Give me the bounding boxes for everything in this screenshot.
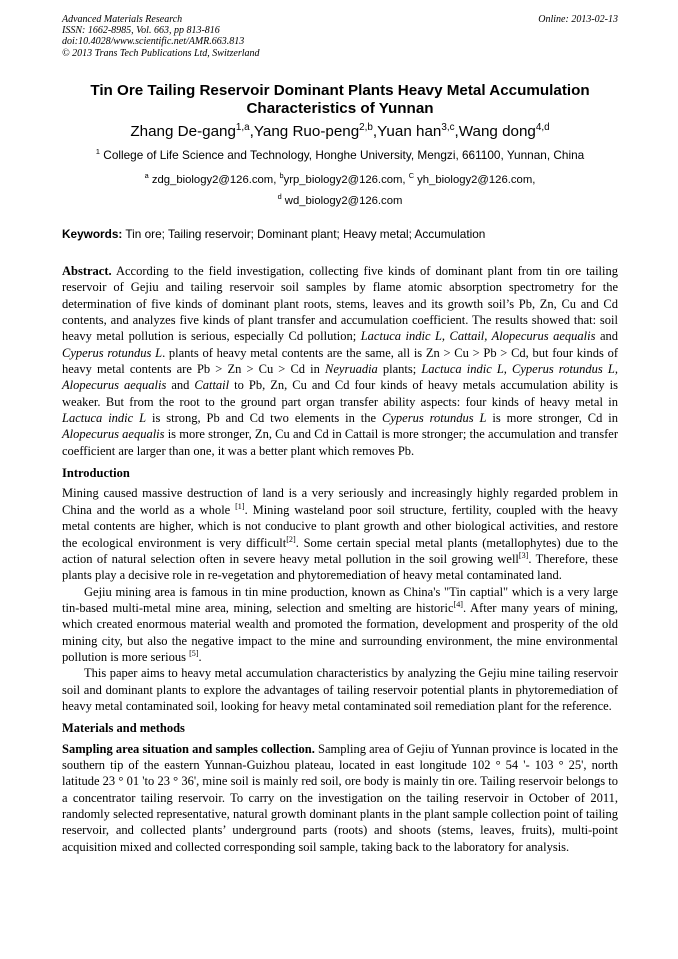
affiliation-text: College of Life Science and Technology, Honghe University, Mengzi, 661100, Yunnan, China xyxy=(103,148,585,162)
abstract-species: Lactuca indic L xyxy=(62,411,147,426)
email-row xyxy=(62,170,618,191)
keywords-label: Keywords: xyxy=(62,227,123,241)
email-link[interactable]: zdg_biology2@126.com, xyxy=(151,174,277,186)
email-link[interactable]: wd_biology2@126.com xyxy=(284,195,403,207)
abstract-species: Cattail xyxy=(194,378,230,393)
intro-text: . Therefore, these plants play a decisive role in re-vegetation and phytoremediation of heavy metal contaminated land. xyxy=(62,551,618,583)
abstract-text: and xyxy=(166,378,195,393)
online-date: Online: 2013-02-13 xyxy=(538,14,618,25)
author-name: Yang Ruo-peng xyxy=(253,123,360,140)
abstract-species: Lactuca indic L, Cyperus rotundus L, Alopecurus aequalis xyxy=(62,362,618,393)
citation-5[interactable]: [5] xyxy=(189,648,199,658)
email-link[interactable]: yh_biology2@126.com, xyxy=(417,174,536,186)
abstract-paragraph xyxy=(62,263,618,459)
methods-paragraph xyxy=(62,741,618,855)
section-heading-introduction: Introduction xyxy=(62,466,130,481)
email-list xyxy=(62,170,618,212)
section-heading-methods: Materials and methods xyxy=(62,721,185,736)
email-row xyxy=(62,191,618,212)
abstract-species: Cyperus rotundus L xyxy=(382,411,487,426)
methods-text: Sampling area of Gejiu of Yunnan province is located in the southern tip of the eastern Yunnan-Guizhou plateau, located in east longitude 102 ° 54 '- 103 ° 25', north latitude 23 ° 01 'to 23 ° 36', mine soil is mainly red soil, ore body is mainly tin ore. Tailing reservoir belongs to a concentrator tailing reservoir. To carry on the investigation on the tailing reservoir in October of 2011, randomly selected representative, natural growth dominant plants in the plant sample collection point of tailing reservoir, and collected plants’ underground parts (roots) and shoots (stems, leaves, fruits), multi-point acquisition mixed and collected corresponding soil sample, taking back to the laboratory for analysis. xyxy=(62,741,618,854)
abstract-text: to Pb, Zn, Cu and Cd four kinds of heavy metals accumulation ability is weaker. But from the root to the ground part organ transfer ability aspects: four kinds of heavy metal in xyxy=(62,378,618,409)
author-name: Zhang De-gang xyxy=(130,123,236,140)
paper-title: Tin Ore Tailing Reservoir Dominant Plants Heavy Metal Accumulation Characteristics of Yunnan xyxy=(90,82,590,117)
intro-text: Gejiu mining area is famous in tin mine production, known as China's "Tin captial" which is a very large tin-based multi-metal mine area, mining, selection and smelting are historic xyxy=(62,584,618,615)
abstract-species: Lactuca indic L, Cattail, Alopecurus aequalis xyxy=(360,329,596,344)
citation-4[interactable]: [4] xyxy=(453,599,463,609)
abstract-text: is more stronger, Cd in xyxy=(486,411,618,426)
doi-line: doi:10.4028/www.scientific.net/AMR.663.813 xyxy=(62,36,245,48)
author-name: Wang dong xyxy=(458,123,536,140)
author-sup: 3,c xyxy=(441,121,455,133)
intro-text: . Some certain special metal plants (metallophytes) due to the action of natural selection often in severe heavy metal pollution in the soil growing well xyxy=(62,535,619,566)
email-sup: d xyxy=(277,192,282,202)
author-sep: , xyxy=(454,123,459,140)
author-list xyxy=(62,122,618,142)
email-sup: C xyxy=(408,171,414,181)
author-sep: , xyxy=(372,123,378,140)
abstract-species: Cyperus rotundus L xyxy=(62,345,163,360)
intro-text: . Mining wasteland poor soil structure, fertility, coupled with the heavy metal contents are higher, which is not conducive to plant growth and other biological activities, and restore the ecological environment is very difficult xyxy=(62,502,618,550)
journal-name: Advanced Materials Research xyxy=(62,14,183,25)
email-link[interactable]: yrp_biology2@126.com, xyxy=(283,174,406,186)
abstract-text: is more stronger, Zn, Cu and Cd in Cattail is more stronger; the accumulation and transfer coefficient are larger than one, it was a better plant which removes Pb. xyxy=(62,427,618,458)
email-sup: b xyxy=(279,171,284,181)
issn-line: ISSN: 1662-8985, Vol. 663, pp 813-816 xyxy=(62,25,220,37)
copyright-line: © 2013 Trans Tech Publications Ltd, Switzerland xyxy=(62,47,260,59)
citation-3[interactable]: [3] xyxy=(518,550,529,560)
citation-2[interactable]: [2] xyxy=(286,534,296,544)
intro-paragraph-3: This paper aims to heavy metal accumulation characteristics by analyzing the Gejiu mine tailing reservoir soil and dominant plants to explore the advantages of tailing reservoir potential plants in phytoremediation of heavy metal contaminated soil, looking for heavy metal contaminated soil remediation plant for the reference. xyxy=(62,666,618,713)
intro-text: . xyxy=(198,649,202,664)
intro-paragraph-1 xyxy=(62,485,618,583)
abstract-text: According to the field investigation, collecting five kinds of dominant plant from tin ore tailing reservoir of Gejiu and tailing reservoir soil samples by flame atomic absorption spectrometry for the determination of five kinds of dominant plant roots, stems, leaves and its growth soil’s Pb, Zn, Cu and Cd contents, and analyzes five kinds of plant transfer and accumulation coefficient. The results showed that: soil heavy metal pollution is serious, especially Cd pollution; xyxy=(62,264,619,344)
intro-text: . After many years of mining, which created enormous material wealth and promoted the formation, development and prosperity of the old mining city, but also the negative impact to the mine and surrounding environment, the mine environmental pollution is more serious xyxy=(62,600,618,664)
abstract-text: plants; xyxy=(377,362,422,377)
subsection-heading-sampling: Sampling area situation and samples collection. xyxy=(62,741,315,756)
intro-paragraph-2 xyxy=(62,584,618,666)
abstract-species: Alopecurus aequalis xyxy=(62,427,165,442)
paper-body xyxy=(62,263,618,855)
abstract-text: and xyxy=(595,329,618,344)
author-sup: 4,d xyxy=(535,121,550,133)
keywords xyxy=(62,227,618,241)
abstract-text: . plants of heavy metal contents are the same, all is Zn > Cu > Pb > Cd, but four kinds of heavy metal contents are Pb > Zn > Cu > Cd in xyxy=(62,345,618,377)
affiliation-sup: 1 xyxy=(95,147,101,157)
intro-text: Mining caused massive destruction of land is a very seriously and increasingly highly regarded problem in China and the world as a whole xyxy=(62,486,618,517)
abstract-label: Abstract. xyxy=(62,264,112,278)
journal-header xyxy=(62,14,618,59)
author-sup: 1,a xyxy=(235,121,250,133)
keywords-text: Tin ore; Tailing reservoir; Dominant plant; Heavy metal; Accumulation xyxy=(125,227,486,241)
citation-1[interactable]: [1] xyxy=(235,501,245,511)
abstract-text: is strong, Pb and Cd two elements in the xyxy=(146,411,383,426)
author-sup: 2,b xyxy=(359,121,373,133)
author-name: Yuan han xyxy=(377,123,442,140)
affiliation xyxy=(62,148,618,162)
email-sup: a xyxy=(144,171,149,181)
author-sep: , xyxy=(249,123,254,140)
abstract-species: Neyruadia xyxy=(325,362,378,377)
